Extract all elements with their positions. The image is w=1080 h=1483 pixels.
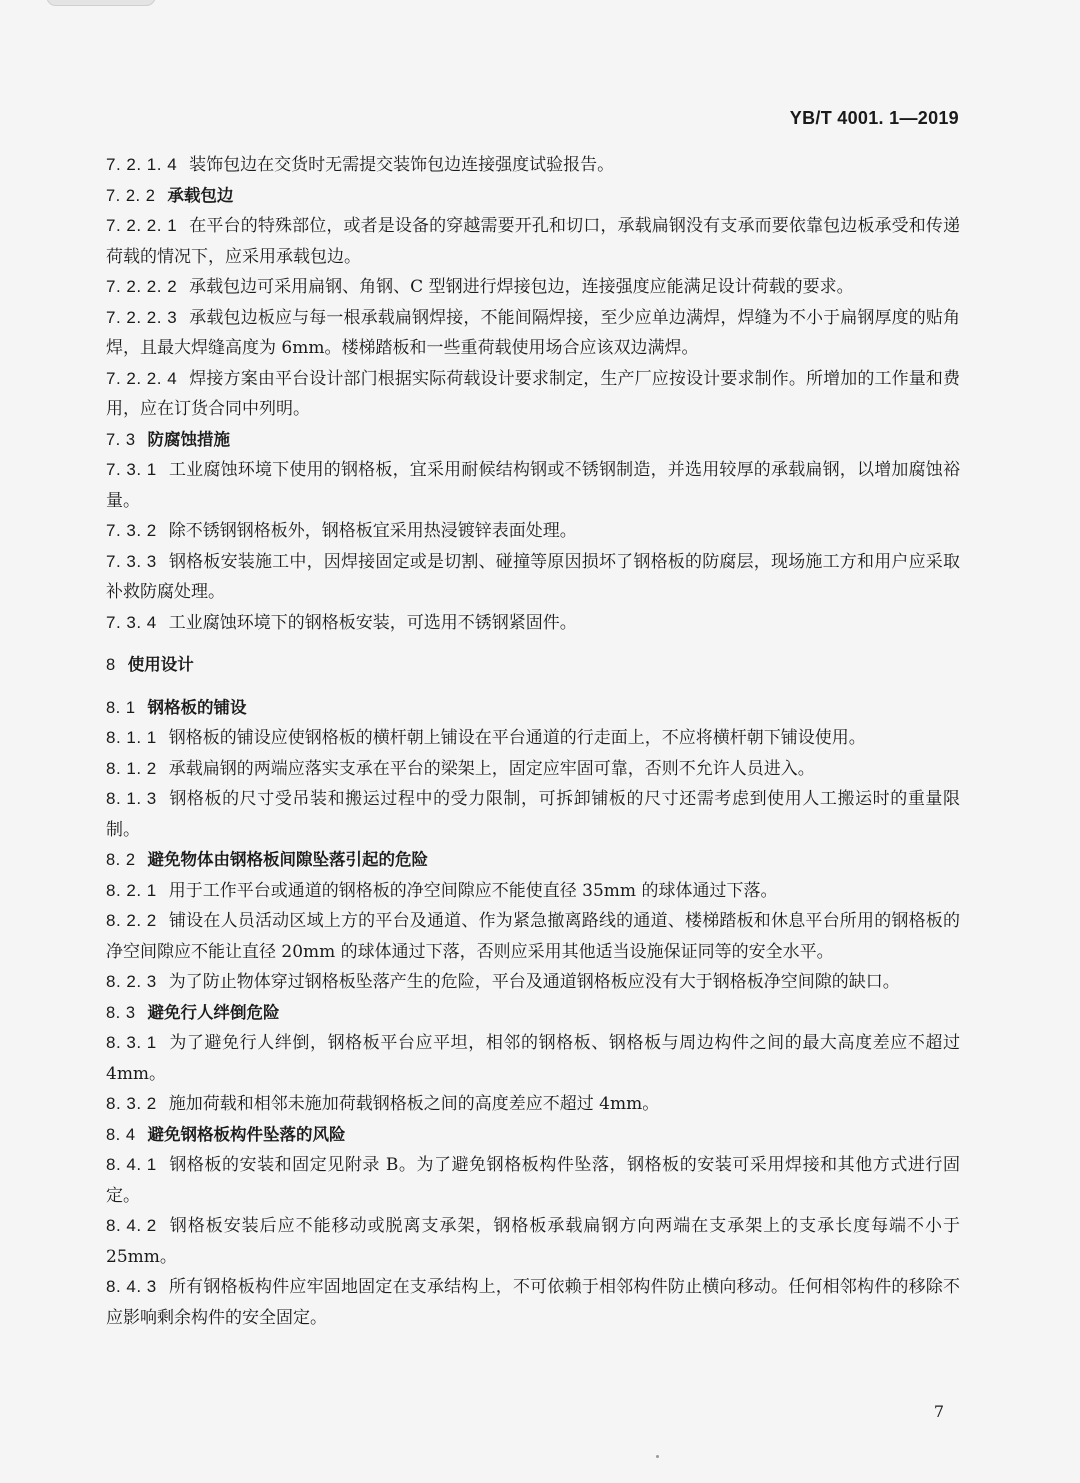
- clause-text: 钢格板安装后应不能移动或脱离支承架，钢格板承载扁钢方向两端在支承架上的支承长度每端不小于 25mm。: [106, 1216, 960, 1267]
- clause-number: 8. 2. 1: [106, 880, 157, 900]
- clause-number: 8. 4. 1: [106, 1155, 157, 1174]
- clause-number: 7. 2. 2: [106, 186, 156, 205]
- clause-paragraph: [106, 754, 960, 785]
- clause-paragraph: [106, 784, 960, 845]
- heading-text: 避免物体由钢格板间隙坠落引起的危险: [147, 850, 429, 869]
- clause-text: 施加荷载和相邻未施加荷载钢格板之间的高度差应不超过 4mm。: [168, 1094, 660, 1114]
- clause-number: 8. 1. 1: [106, 728, 157, 747]
- section-heading: [106, 845, 960, 876]
- document-body: [106, 150, 960, 1333]
- clause-text: 为了避免行人绊倒，钢格板平台应平坦，相邻的钢格板、钢格板与周边构件之间的最大高度差应不超过 4mm。: [106, 1033, 960, 1084]
- clause-text: 用于工作平台或通道的钢格板的净空间隙应不能使直径 35mm 的球体通过下落。: [168, 880, 778, 901]
- clause-number: 8. 3. 1: [106, 1033, 157, 1052]
- clause-number: 7. 3. 1: [106, 460, 157, 479]
- clause-text: 承载包边板应与每一根承载扁钢焊接，不能间隔焊接，至少应单边满焊，焊缝为不小于扁钢厚度的贴角焊，且最大焊缝高度为 6mm。楼梯踏板和一些重荷载使用场合应该双边满焊。: [106, 307, 960, 358]
- clause-paragraph: [106, 608, 960, 639]
- clause-text: 铺设在人员活动区域上方的平台及通道、作为紧急撤离路线的通道、楼梯踏板和休息平台所用的钢格板的净空间隙应不能让直径 20mm 的球体通过下落，否则应采用其他适当设施保证同等的安全水平。: [106, 911, 960, 962]
- clause-number: 8. 1. 2: [106, 758, 157, 778]
- clause-number: 7. 3. 2: [106, 521, 157, 540]
- clause-number: 8. 2: [106, 851, 136, 869]
- clause-paragraph: [106, 364, 960, 425]
- heading-text: 钢格板的铺设: [147, 697, 247, 717]
- clause-number: 8: [106, 656, 116, 674]
- clause-number: 7. 2. 1. 4: [106, 155, 178, 174]
- clause-paragraph: [106, 876, 960, 907]
- clause-paragraph: [106, 906, 960, 967]
- clause-text: 钢格板的尺寸受吊装和搬运过程中的受力限制，可拆卸铺板的尺寸还需考虑到使用人工搬运时的重量限制。: [106, 789, 960, 840]
- clause-text: 在平台的特殊部位，或者是设备的穿越需要开孔和切口，承载扁钢没有支承而要依靠包边板承受和传递荷载的情况下，应采用承载包边。: [106, 216, 960, 267]
- section-heading: [106, 650, 960, 681]
- clause-text: 钢格板的安装和固定见附录 B。为了避免钢格板构件坠落，钢格板的安装可采用焊接和其他方式进行固定。: [106, 1155, 960, 1206]
- clause-number: 7. 2. 2. 3: [106, 307, 178, 327]
- clause-text: 除不锈钢钢格板外，钢格板宜采用热浸镀锌表面处理。: [168, 521, 577, 541]
- clause-number: 8. 2. 2: [106, 911, 157, 930]
- clause-paragraph: [106, 1028, 960, 1089]
- clause-paragraph: [106, 1272, 960, 1333]
- section-heading: [106, 998, 960, 1029]
- heading-text: 避免钢格板构件坠落的风险: [147, 1124, 346, 1144]
- clause-paragraph: [106, 1150, 960, 1211]
- clause-text: 为了防止物体穿过钢格板坠落产生的危险，平台及通道钢格板应没有大于钢格板净空间隙的缺口。: [168, 972, 900, 992]
- section-heading: [106, 693, 960, 724]
- clause-paragraph: [106, 1211, 960, 1272]
- clause-number: 8. 4. 3: [106, 1277, 157, 1296]
- heading-text: 使用设计: [127, 655, 194, 674]
- section-heading: [106, 425, 960, 456]
- clause-paragraph: [106, 211, 960, 272]
- clause-paragraph: [106, 967, 960, 998]
- clause-number: 8. 4: [106, 1125, 136, 1144]
- clause-paragraph: [106, 272, 960, 303]
- clause-paragraph: [106, 1089, 960, 1120]
- clause-text: 所有钢格板构件应牢固地固定在支承结构上，不可依赖于相邻构件防止横向移动。任何相邻构件的移除不应影响剩余构件的安全固定。: [106, 1277, 960, 1328]
- section-heading: [106, 181, 960, 212]
- clause-text: 工业腐蚀环境下使用的钢格板，宜采用耐候结构钢或不锈钢制造，并选用较厚的承载扁钢，以增加腐蚀裕量。: [106, 460, 960, 511]
- clause-number: 7. 2. 2. 4: [106, 368, 178, 388]
- clause-number: 8. 1: [106, 698, 136, 717]
- clause-number: 8. 3. 2: [106, 1094, 157, 1113]
- heading-text: 承载包边: [167, 185, 234, 205]
- clause-text: 钢格板安装施工中，因焊接固定或是切割、碰撞等原因损坏了钢格板的防腐层，现场施工方和用户应采取补救防腐处理。: [106, 551, 960, 602]
- clause-number: 8. 2. 3: [106, 972, 157, 991]
- clause-number: 7. 3. 4: [106, 612, 157, 632]
- clause-text: 承载包边可采用扁钢、角钢、C 型钢进行焊接包边，连接强度应能满足设计荷载的要求。: [189, 277, 854, 297]
- clause-paragraph: [106, 303, 960, 364]
- page-number: 7: [933, 1402, 944, 1421]
- clause-text: 工业腐蚀环境下的钢格板安装，可选用不锈钢紧固件。: [168, 612, 577, 633]
- clause-number: 8. 3: [106, 1003, 136, 1022]
- clause-text: 承载扁钢的两端应落实支承在平台的梁架上，固定应牢固可靠，否则不允许人员进入。: [168, 758, 815, 779]
- heading-text: 避免行人绊倒危险: [147, 1002, 280, 1022]
- clause-number: 7. 3: [106, 430, 136, 449]
- section-heading: [106, 1120, 960, 1151]
- clause-text: 钢格板的铺设应使钢格板的横杆朝上铺设在平台通道的行走面上，不应将横杆朝下铺设使用。: [168, 728, 866, 748]
- clause-number: 7. 2. 2. 1: [106, 216, 178, 235]
- clause-number: 8. 1. 3: [106, 789, 157, 808]
- clause-paragraph: [106, 150, 960, 181]
- top-tab-decoration: [46, 0, 156, 6]
- clause-number: 8. 4. 2: [106, 1216, 157, 1235]
- clause-text: 装饰包边在交货时无需提交装饰包边连接强度试验报告。: [189, 155, 615, 175]
- clause-number: 7. 2. 2. 2: [106, 277, 178, 296]
- clause-text: 焊接方案由平台设计部门根据实际荷载设计要求制定，生产厂应按设计要求制作。所增加的工作量和费用，应在订货合同中列明。: [106, 368, 960, 419]
- clause-paragraph: [106, 723, 960, 754]
- clause-paragraph: [106, 516, 960, 547]
- clause-number: 7. 3. 3: [106, 551, 157, 571]
- heading-text: 防腐蚀措施: [147, 429, 231, 449]
- clause-paragraph: [106, 547, 960, 608]
- clause-paragraph: [106, 455, 960, 516]
- scan-speck: [656, 1455, 659, 1458]
- document-code: YB/T 4001. 1—2019: [789, 108, 959, 128]
